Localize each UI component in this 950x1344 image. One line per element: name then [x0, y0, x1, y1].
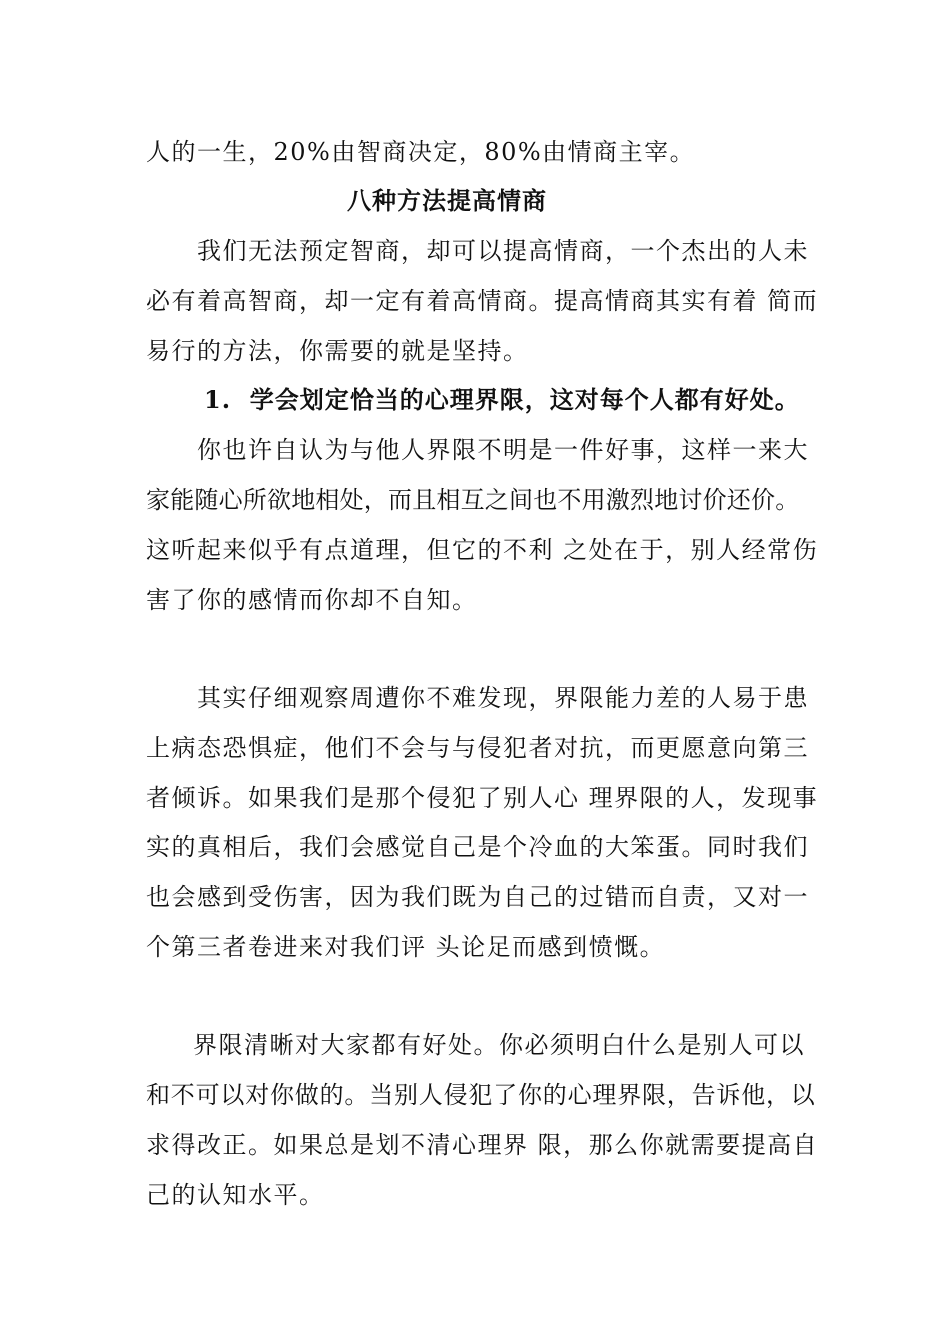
- section-heading: 1. 学会划定恰当的心理界限，这对每个人都有好处。: [204, 385, 800, 414]
- paragraph-line: 个第三者卷进来对我们评 头论足而感到愤慨。: [146, 933, 666, 961]
- paragraph-line: 者倾诉。如果我们是那个侵犯了别人心 理界限的人，发现事: [146, 784, 819, 812]
- paragraph-line: 其实仔细观察周遭你不难发现，界限能力差的人易于患: [197, 684, 809, 712]
- paragraph-line: 易行的方法，你需要的就是坚持。: [146, 337, 529, 365]
- paragraph-line: 和不可以对你做的。当别人侵犯了你的心理界限，告诉他，以: [146, 1081, 816, 1109]
- paragraph-line: 这听起来似乎有点道理，但它的不利 之处在于，别人经常伤: [146, 536, 819, 564]
- intro-line: 人的一生，20%由智商决定，80%由情商主宰。: [146, 138, 696, 166]
- paragraph-line: 必有着高智商，却一定有着高情商。提高情商其实有着 简而: [146, 287, 819, 315]
- paragraph-line: 家能随心所欲地相处，而且相互之间也不用激烈地讨价还价。: [146, 486, 800, 514]
- page-title: 八种方法提高情商: [347, 186, 547, 215]
- paragraph-line: 己的认知水平。: [146, 1181, 325, 1209]
- paragraph-line: 上病态恐惧症，他们不会与与侵犯者对抗，而更愿意向第三: [146, 734, 809, 762]
- paragraph-line: 求得改正。如果总是划不清心理界 限，那么你就需要提高自: [146, 1131, 819, 1159]
- paragraph-line: 界限清晰对大家都有好处。你必须明白什么是别人可以: [193, 1031, 805, 1059]
- paragraph-line: 我们无法预定智商，却可以提高情商，一个杰出的人未: [197, 237, 809, 265]
- paragraph-line: 你也许自认为与他人界限不明是一件好事，这样一来大: [197, 436, 809, 464]
- paragraph-line: 也会感到受伤害，因为我们既为自己的过错而自责，又对一: [146, 883, 809, 911]
- paragraph-line: 害了你的感情而你却不自知。: [146, 586, 478, 614]
- paragraph-line: 实的真相后，我们会感觉自己是个冷血的大笨蛋。同时我们: [146, 833, 809, 861]
